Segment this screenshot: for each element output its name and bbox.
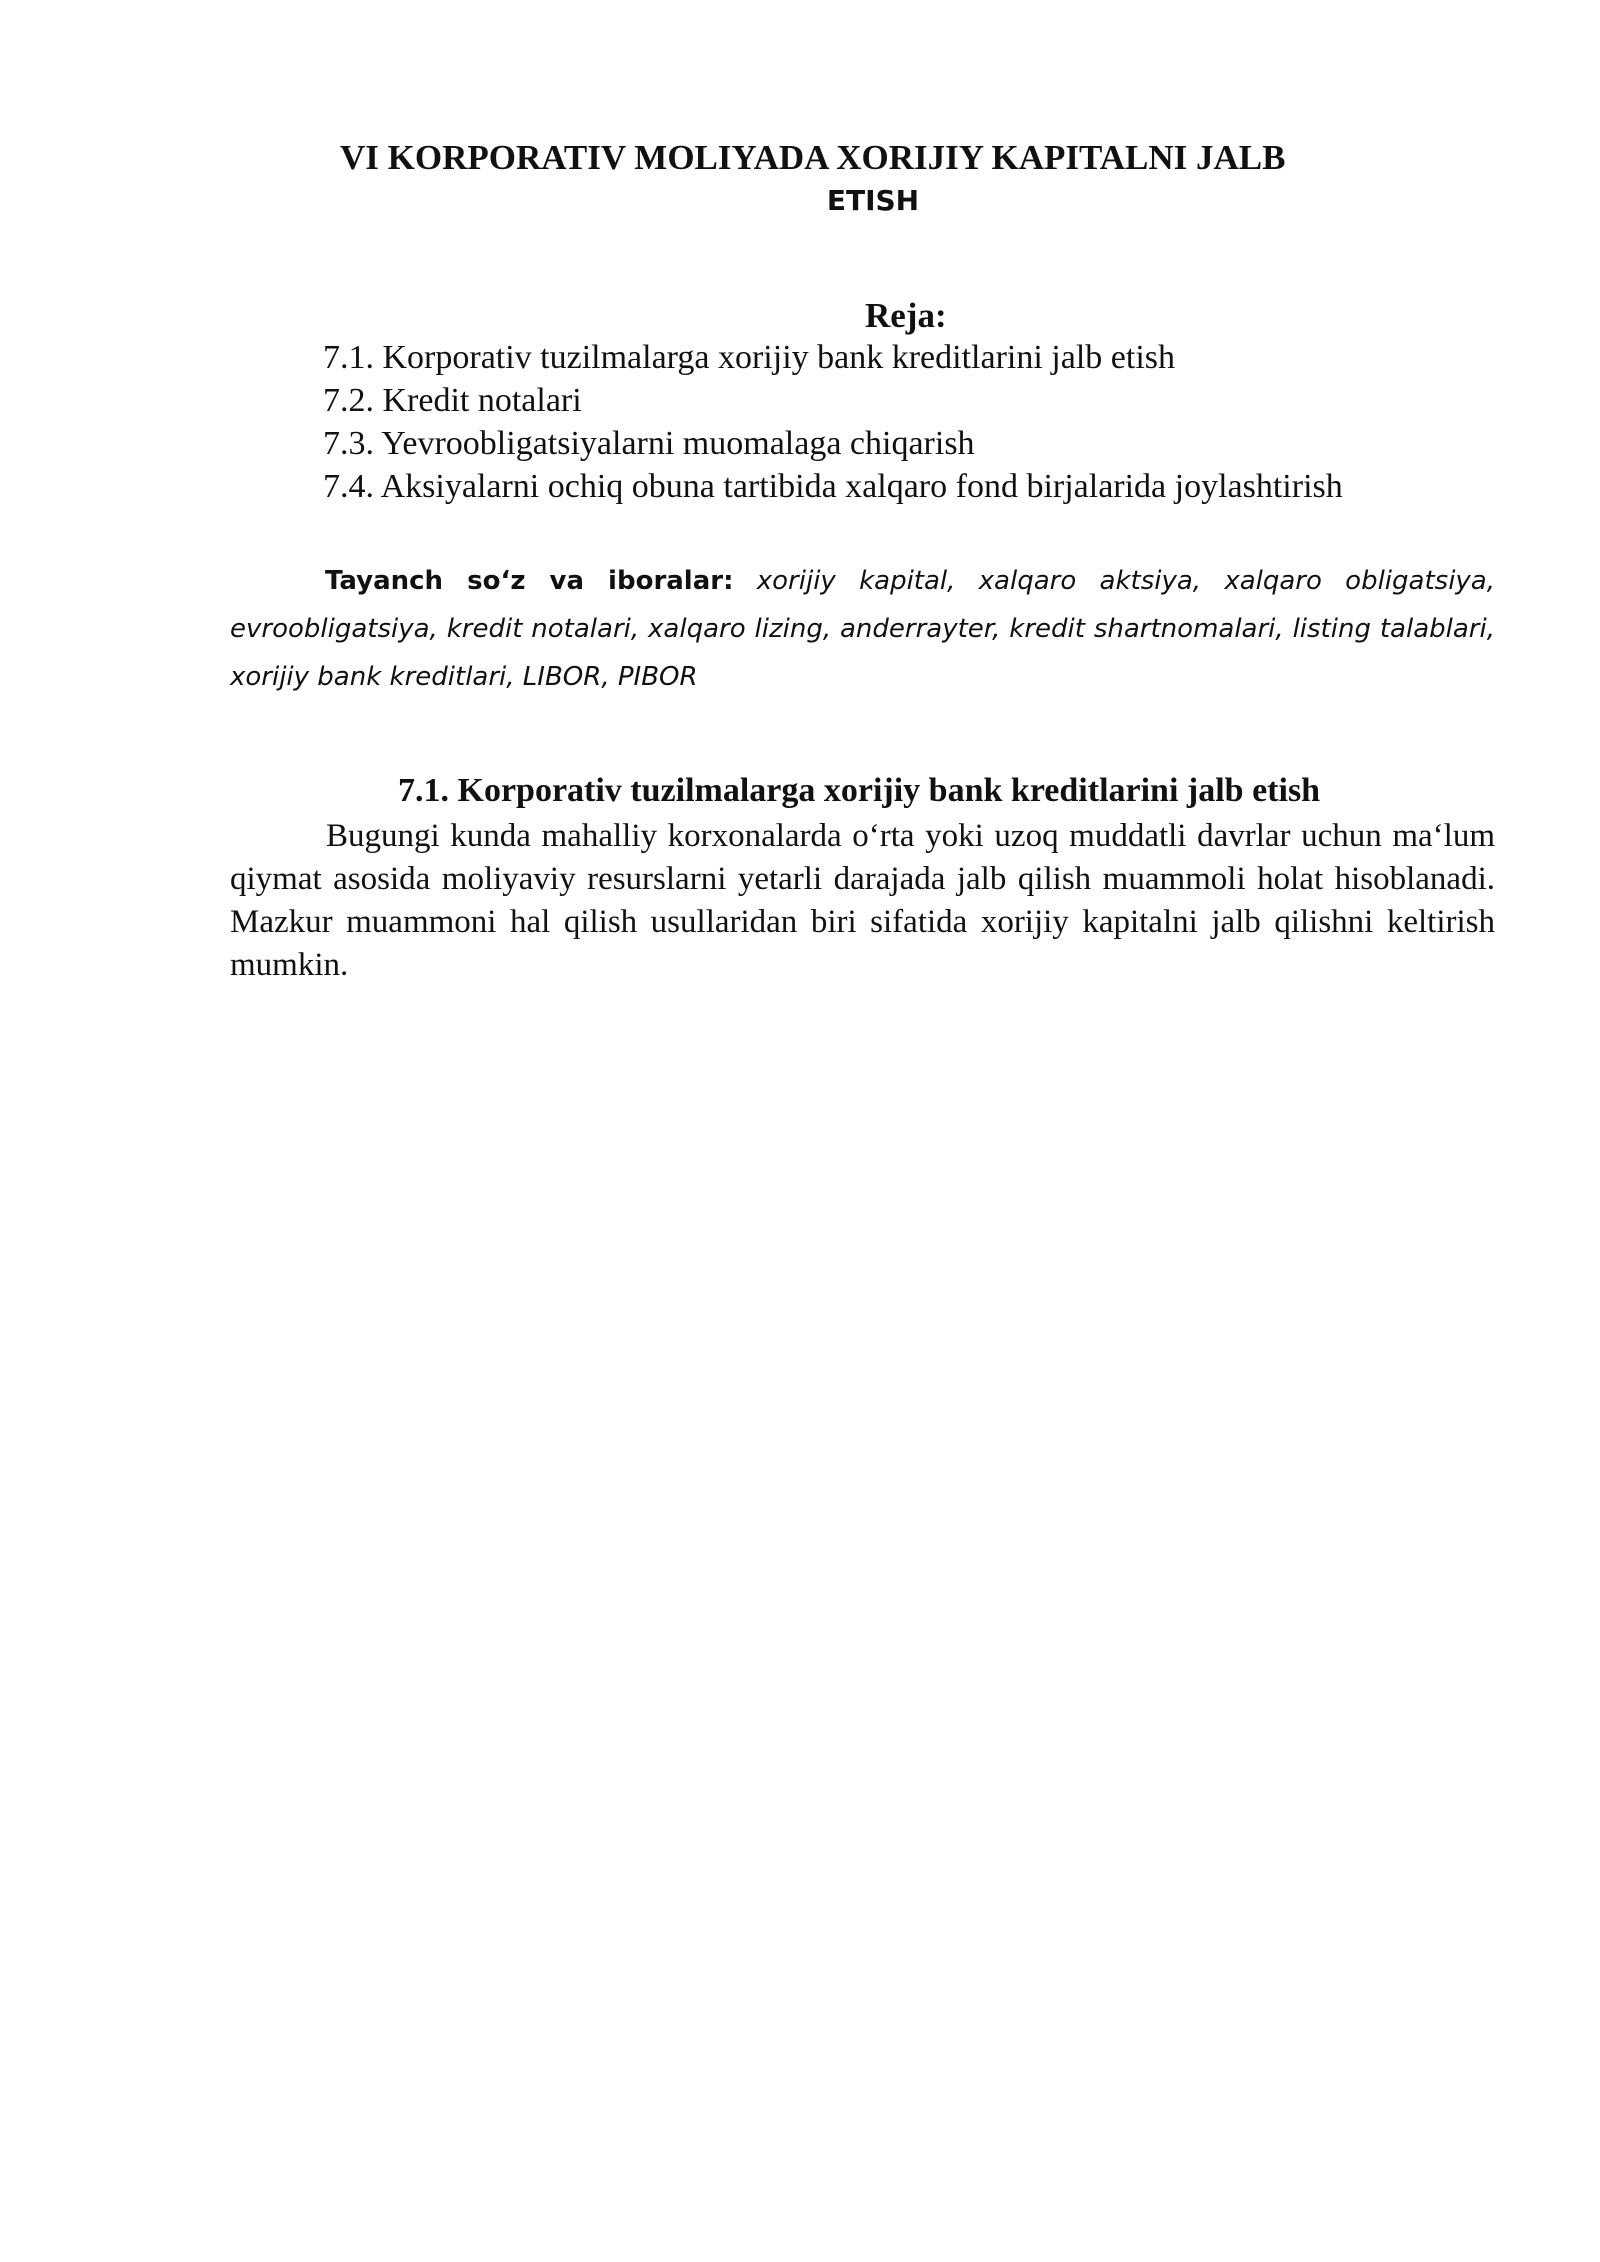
plan-heading: Reja: bbox=[865, 296, 947, 335]
chapter-title-continued: ETISH bbox=[826, 184, 920, 217]
plan-item: 7.2. Kredit notalari bbox=[323, 382, 582, 419]
keywords-text: xorijiy kapital, xalqaro aktsiya, xalqaro obligatsiya, evroobligatsiya, kredit notalari, xalqaro lizing, anderrayter, kredit shartnomalari, listing talablari, xorijiy bank kreditlari, LIBOR, PIBOR bbox=[230, 566, 1496, 692]
chapter-title: VI KORPORATIV MOLIYADA XORIJIY KAPITALNI JALB bbox=[340, 138, 1286, 177]
plan-item: 7.4. Aksiyalarni ochiq obuna tartibida xalqaro fond birjalarida joylashtirish bbox=[323, 468, 1343, 505]
plan-item: 7.3. Yevroobligatsiyalarni muomalaga chiqarish bbox=[323, 425, 975, 462]
keywords-label: Tayanch so‘z va iboralar: bbox=[325, 566, 734, 596]
section-heading: 7.1. Korporativ tuzilmalarga xorijiy bank kreditlarini jalb etish bbox=[398, 772, 1321, 809]
plan-item: 7.1. Korporativ tuzilmalarga xorijiy bank kreditlarini jalb etish bbox=[323, 339, 1175, 376]
plan-list bbox=[323, 336, 1343, 508]
keywords-paragraph bbox=[230, 557, 1495, 701]
section-paragraph: Bugungi kunda mahalliy korxonalarda o‘rta yoki uzoq muddatli davrlar uchun ma‘lum qiymat asosida moliyaviy resurslarni yetarli darajada jalb qilish muammoli holat hisoblanadi. Mazkur muammoni hal qilish usullaridan biri sifatida xorijiy kapitalni jalb qilishni keltirish mumkin. bbox=[230, 818, 1495, 983]
